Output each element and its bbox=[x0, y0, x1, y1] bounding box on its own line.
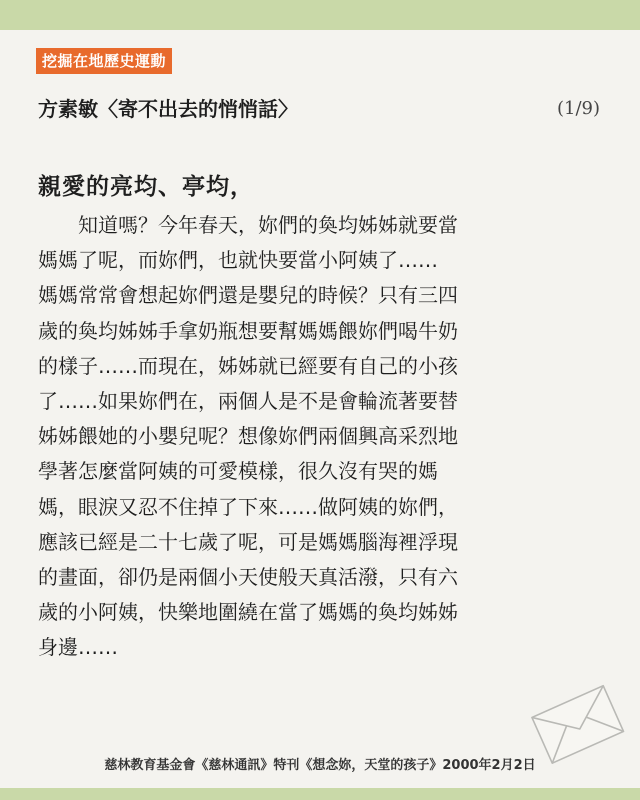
source-footer: 慈林教育基金會《慈林通訊》特刊《想念妳，天堂的孩子》2000年2月2日 bbox=[104, 758, 536, 773]
letter-line: 歲的小阿姨，快樂地圍繞在當了媽媽的奐均姊姊 bbox=[38, 600, 458, 625]
letter-line: 媽，眼淚又忍不住掉了下來……做阿姨的妳們， bbox=[38, 494, 458, 519]
letter-line: 姊姊餵她的小嬰兒呢？想像妳們兩個興高采烈地 bbox=[38, 424, 458, 449]
page-indicator: (1/9) bbox=[556, 98, 600, 119]
letter-line: 了……如果妳們在，兩個人是不是會輪流著要替 bbox=[38, 388, 458, 413]
bottom-color-band bbox=[0, 788, 640, 800]
page-title: 方素敏〈寄不出去的悄悄話〉 bbox=[38, 97, 298, 121]
envelope-icon bbox=[524, 678, 628, 768]
letter-line: 學著怎麼當阿姨的可愛模樣，很久沒有哭的媽 bbox=[38, 459, 438, 484]
letter-line: 身邊…… bbox=[38, 635, 118, 660]
title-row bbox=[38, 94, 600, 124]
letter-line: 的畫面，卻仍是兩個小天使般天真活潑，只有六 bbox=[38, 564, 458, 589]
letter-line: 知道嗎？今年春天，妳們的奐均姊姊就要當 bbox=[38, 213, 458, 237]
letter-line: 應該已經是二十七歲了呢，可是媽媽腦海裡浮現 bbox=[38, 529, 458, 554]
letter-line: 歲的奐均姊姊手拿奶瓶想要幫媽媽餵妳們喝牛奶 bbox=[38, 318, 458, 343]
letter-line: 媽媽常常會想起妳們還是嬰兒的時候？只有三四 bbox=[38, 283, 458, 308]
letter-line: 的樣子……而現在，姊姊就已經要有自己的小孩 bbox=[38, 353, 458, 378]
top-color-band bbox=[0, 0, 640, 30]
letter-line: 媽媽了呢，而妳們，也就快要當小阿姨了…… bbox=[38, 248, 438, 273]
letter-body bbox=[38, 208, 598, 665]
category-tag: 挖掘在地歷史運動 bbox=[36, 48, 172, 74]
letter-salutation: 親愛的亮均、亭均， bbox=[38, 174, 254, 200]
